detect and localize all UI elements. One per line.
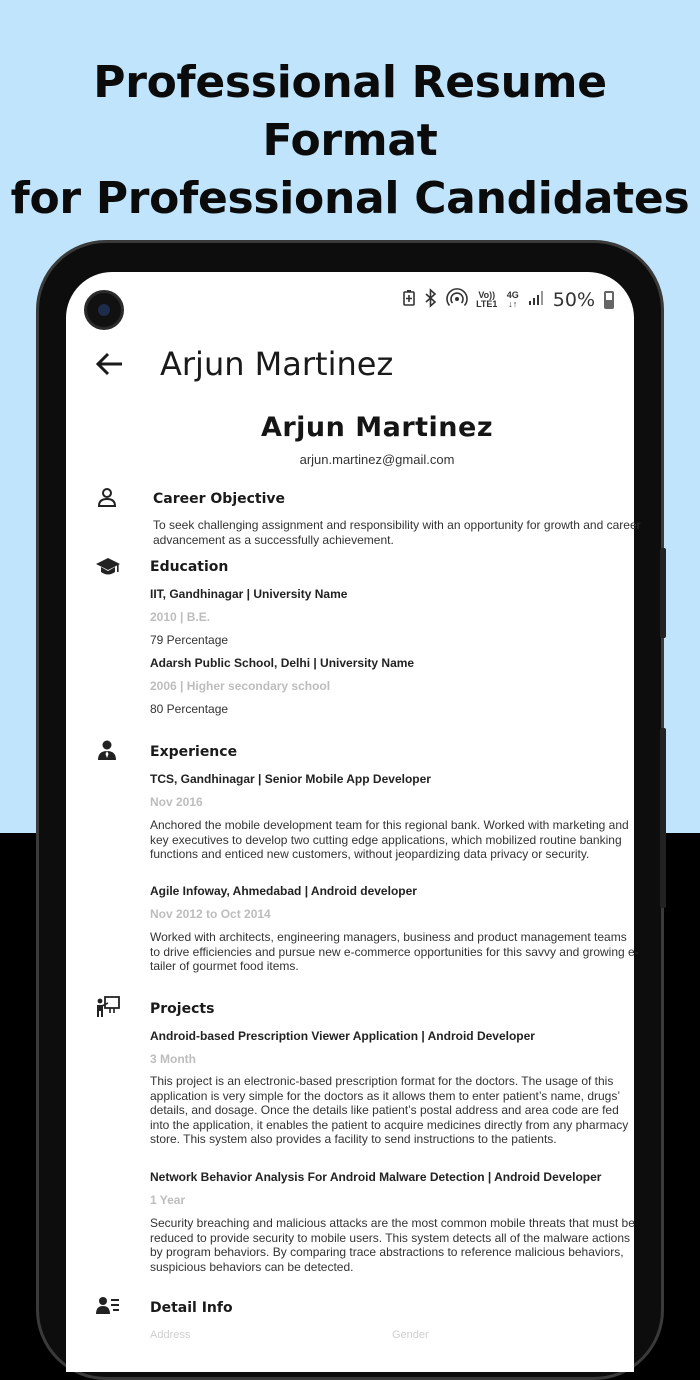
presentation-icon [96,996,120,1020]
app-bar-title: Arjun Martinez [160,345,394,383]
resume-email: arjun.martinez@gmail.com [299,452,455,467]
education-title: Education [150,559,229,575]
experience-2-date: Nov 2012 to Oct 2014 [150,907,271,921]
project-2-date: 1 Year [150,1193,186,1207]
status-bar [403,288,614,312]
promo-line-2: for Professional Candidates [10,173,690,224]
education-2-date: 2006 | Higher secondary school [150,679,331,693]
project-1-head: Android-based Prescription Viewer Application | Android Developer [150,1029,535,1043]
experience-icon [96,740,120,764]
education-2-score: 80 Percentage [150,702,229,716]
bluetooth-icon [424,289,438,311]
projects-title: Projects [150,1001,215,1017]
experience-title: Experience [150,744,238,760]
battery-icon [604,291,614,309]
project-1-date: 3 Month [150,1052,196,1066]
hotspot-icon [447,289,467,311]
detail-info-icon [96,1296,120,1320]
detail-info-title: Detail Info [150,1300,233,1316]
phone-screen [66,272,641,1372]
signal-icon [528,290,544,310]
experience-1-head: TCS, Gandhinagar | Senior Mobile App Developer [150,772,431,786]
volte-icon: Vo)) LTE1 [476,290,498,309]
promo-line-1: Professional Resume Format [93,57,607,166]
project-2-head: Network Behavior Analysis For Android Malware Detection | Android Developer [150,1170,602,1184]
experience-1-date: Nov 2016 [150,795,203,809]
person-icon [96,486,120,510]
career-objective-text: To seek challenging assignment and responsibility with an opportunity for growth and career advancement as a successfully achievement. [153,518,641,547]
front-camera [84,290,124,330]
education-1-head: IIT, Gandhinagar | University Name [150,587,348,601]
career-objective-title: Career Objective [153,491,286,507]
education-1-score: 79 Percentage [150,633,229,647]
project-2-text: Security breaching and malicious attacks are the most common mobile threats that must be reduced to provide security to mobile users. This system detects all of the malware actions by program behaviors. By comparing trace abstractions to reference malicious behaviors, suspicious behaviors can be detected. [150,1216,635,1274]
resume-name: Arjun Martinez [260,412,494,443]
power-button [660,728,666,908]
network-type-label: 4G [506,290,519,300]
app-bar [66,336,634,392]
promo-heading [0,54,700,228]
battery-percent: 50% [552,289,595,311]
detail-address-label: Address [150,1329,191,1341]
experience-2-head: Agile Infoway, Ahmedabad | Android developer [150,884,417,898]
graduation-cap-icon [96,556,120,580]
back-arrow-icon[interactable] [94,348,126,380]
experience-2-text: Worked with architects, engineering managers, business and product management teams to drive efficiencies and pursue new e-commerce opportunities for this savvy and growing e-tailer of gourmet food items. [150,930,639,973]
battery-saver-icon [403,290,415,310]
project-1-text: This project is an electronic-based prescription format for the doctors. The usage of this application is very simple for the doctors as it allows them to enter patient’s name, drugs’ details, and dosage. Once the details like patient’s postal address and area code are fed into the application, it enables the patient to acquire medicines directly from any pharmacy store. This system also provides a facility to send instructions to the patients. [150,1074,629,1146]
volume-button [660,548,666,638]
education-2-head: Adarsh Public School, Delhi | University Name [150,656,415,670]
4g-icon: 4G ↓↑ [506,290,519,309]
experience-1-text: Anchored the mobile development team for this regional bank. Worked with marketing and key executives to develop two cutting edge applications, which mobilized routine banking functions and enticed new customers, without jeopardizing data privacy or security. [150,818,629,861]
education-1-date: 2010 | B.E. [150,610,211,624]
detail-gender-label: Gender [392,1329,429,1341]
